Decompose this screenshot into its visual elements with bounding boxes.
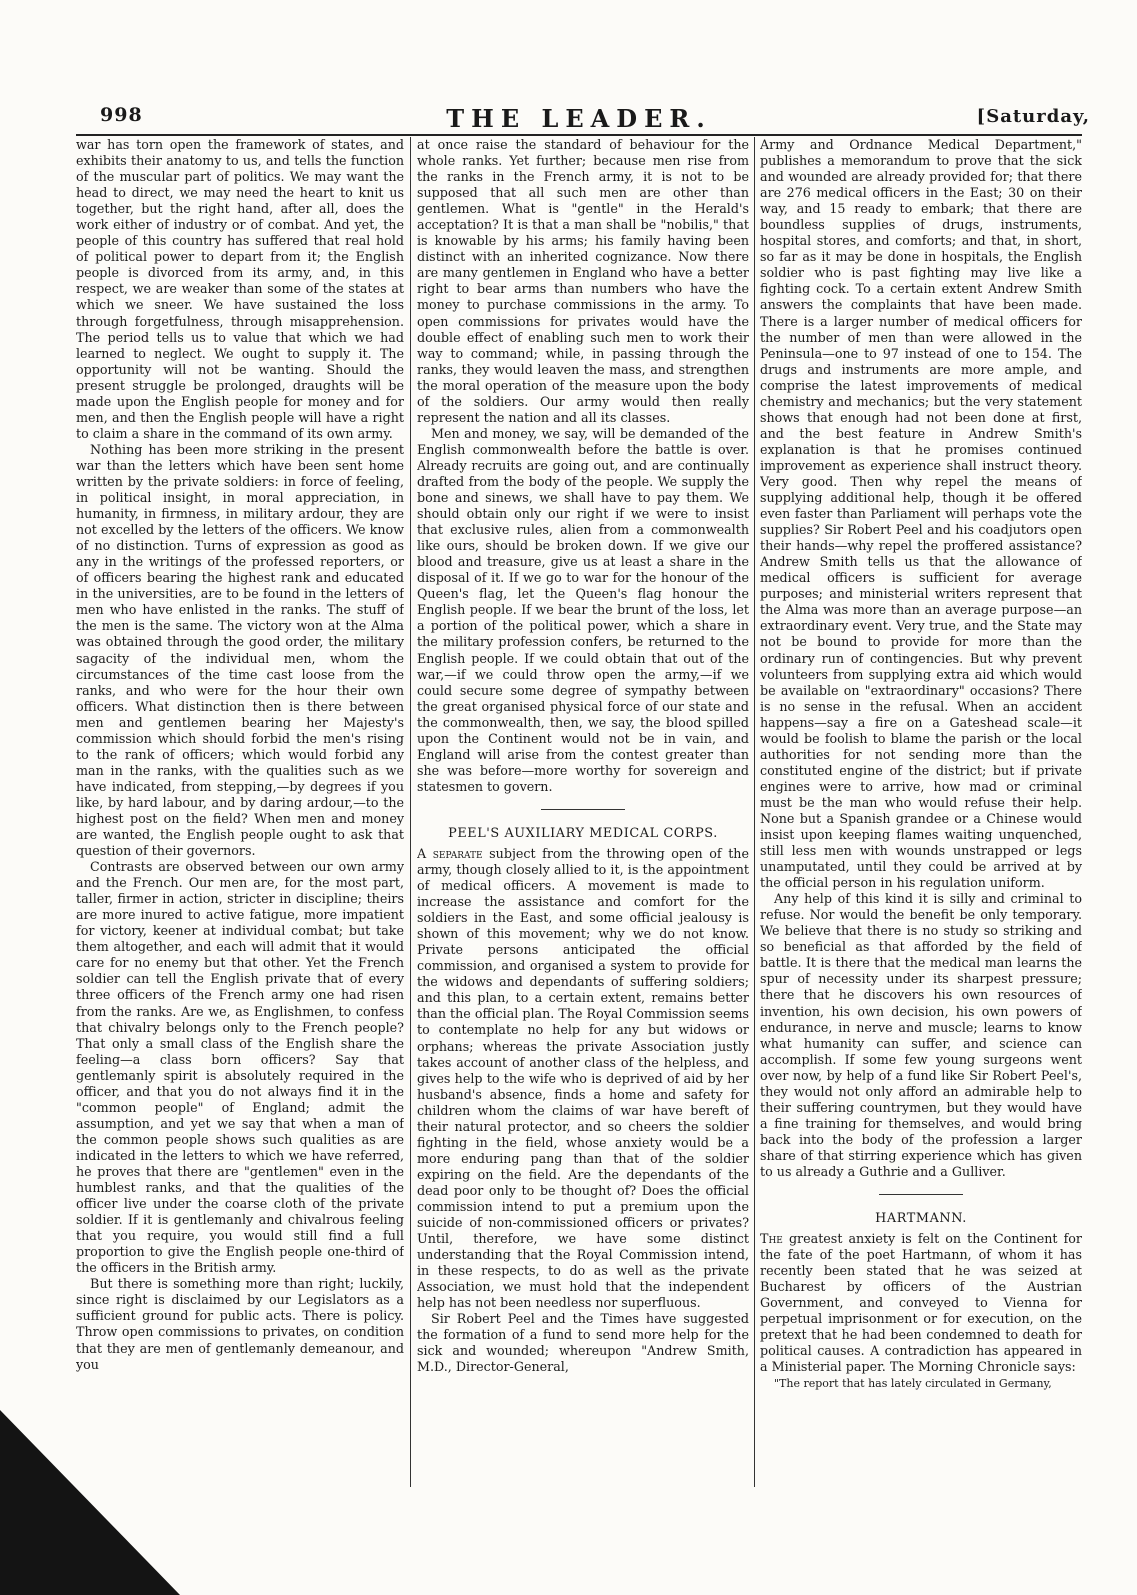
lead-in: A separate bbox=[417, 845, 483, 861]
paragraph: Contrasts are observed between our own army and the French. Our men are, for the most part, taller, firmer in action, stricter in discipline; theirs are more inured to active fatigue, more impatient for victory, keener at individual combat; but take them altogether, and each will admit that it would care for no enemy but that other. Yet the French soldier can tell the English private that of every three officers of the French army one had risen from the ranks. Are we, as Englishmen, to confess that chivalry belongs only to the French people? That only a small class of the English share the feeling—a class born officers? Say that gentlemanly spirit is absolutely required in the officer, and that you do not always find it in the "common people" of England; admit the assumption, and yet we say that when a man of the common people shows such qualities as are indicated in the letters to which we have referred, he proves that there are "gentlemen" even in the humblest ranks, and that the qualities of the officer live under the coarse cloth of the private soldier. If it is gentlemanly and chivalrous feeling that you require, you would still find a full proportion to give the English people one-third of the officers in the British army. bbox=[76, 859, 404, 1276]
paragraph: Men and money, we say, will be demanded of the English commonwealth before the battle is over. Already recruits are going out, and are continually drafted from the body of the people. We supply the bone and sinews, we shall have to pay them. We should obtain only our right if we were to insist that exclusive rules, alien from a commonwealth like ours, should be broken down. If we give our blood and treasure, give us at least a share in the disposal of it. If we go to war for the honour of the Queen's flag, let the Queen's flag honour the English people. If we bear the brunt of the loss, let a portion of the political power, which a share in the military profession confers, be returned to the English people. If we could obtain that out of the war,—if we could throw open the army,—if we could secure some degree of sympathy between the great organised physical force of our state and the commonwealth, then, we say, the blood spilled upon the Continent would not be in vain, and England will arise from the contest greater than she was before—more worthy for sovereign and statesmen to govern. bbox=[417, 425, 749, 794]
column-divider-2 bbox=[754, 137, 755, 1487]
paragraph: Nothing has been more striking in the present war than the letters which have been sent home written by the private soldiers: in force of feeling, in political insight, in moral appreciation, in humanity, in firmness, in military ardour, they are not excelled by the letters of the officers. We know of no distinction. Turns of expression as good as any in the writings of the professed reporters, or of officers bearing the highest rank and educated in the universities, are to be found in the letters of men who have enlisted in the ranks. The stuff of the men is the same. The victory won at the Alma was obtained through the good order, the military sagacity of the individual men, whom the circumstances of the time cast loose from the ranks, and who were for the hour their own officers. What distinction then is there between men and gentlemen bearing her Majesty's commission which should forbid the men's rising to the rank of officers; which would forbid any man in the ranks, with the qualities such as we have indicated, from stepping,—by degrees if you like, by hard labour, and by daring ardour,—to the highest post on the field? When men and money are wanted, the English people ought to ask that question of their governors. bbox=[76, 441, 404, 859]
section-divider bbox=[879, 1194, 963, 1195]
article-heading-medical-corps: PEEL'S AUXILIARY MEDICAL CORPS. bbox=[448, 825, 718, 841]
paragraph: Army and Ordnance Medical Department," publishes a memorandum to prove that the sick and wounded are already provided for; that there are 276 medical officers in the East; 30 on their way, and 15 ready to embark; that there are boundless supplies of drugs, instruments, hospital stores, and comforts; and that, in short, so far as it may be done in hospitals, the English soldier who is past fighting may live like a fighting cock. To a certain extent Andrew Smith answers the complaints that have been made. There is a larger number of medical officers for the number of men than were allowed in the Peninsula—one to 97 instead of one to 154. The drugs and instruments are more ample, and comprise the latest improvements of medical chemistry and mechanics; but the very statement shows that enough had not been done at first, and the best feature in Andrew Smith's explanation is that he promises continued improvement as experience shall instruct theory. Very good. Then why repel the means of supplying additional help, though it be offered even faster than Parliament will perhaps vote the supplies? Sir Robert Peel and his coadjutors open their hands—why repel the proffered assistance? Andrew Smith tells us that the allowance of medical officers is sufficient for average purposes; and ministerial writers represent that the Alma was more than an average purpose—an extraordinary event. Very true, and the State may not be bound to provide for more than the ordinary run of contingencies. But why prevent volunteers from supplying extra aid which would be available on "extraordinary" occasions? There is no sense in the refusal. When an accident happens—say a fire on a Gateshead scale—it would be foolish to blame the parish or the local authorities for not sending more than the constituted engine of the district; but if private engines were to arrive, how mad or criminal must be the man who would refuse their help. None but a Spanish grandee or a Chinese would insist upon keeping flames waiting unquenched, still less men with wounds unstrapped or legs unamputated, until they could be arrived at by the official person in his regulation uniform. bbox=[760, 137, 1082, 891]
header-rule bbox=[76, 134, 1082, 136]
lead-in: The bbox=[760, 1231, 783, 1247]
paragraph: war has torn open the framework of states, and exhibits their anatomy to us, and tells the function of the muscular part of politics. We may want the head to direct, we may need the heart to knit us together, but the right hand, after all, does the work either of industry or of combat. And yet, the people of this country has suffered that real hold of political power to depart from it; the English people is divorced from its army, and, in this respect, we are weaker than some of the states at which we sneer. We have sustained the loss through forgetfulness, through misapprehension. The period tells us to value that which we had learned to neglect. We ought to supply it. The opportunity will not be wanting. Should the present struggle be prolonged, draughts will be made upon the English people for money and for men, and then the English people will have a right to claim a share in the command of its own army. bbox=[76, 137, 404, 441]
column-divider-1 bbox=[410, 137, 411, 1487]
page-header bbox=[76, 104, 1090, 134]
masthead-title: THE LEADER. bbox=[446, 104, 712, 133]
paragraph: Sir Robert Peel and the Times have suggested the formation of a fund to send more help for the sick and wounded; whereupon "Andrew Smith, M.D., Director-General, bbox=[417, 1311, 749, 1375]
paragraph bbox=[417, 846, 749, 1311]
paragraph-text: greatest anxiety is felt on the Continent for the fate of the poet Hartmann, of whom it has recently been stated that he was seized at Bucharest by officers of the Austrian Government, and conveyed to Vienna for perpetual imprisonment or for execution, on the pretext that he had been condemned to death for political causes. A contradiction has appeared in a Ministerial paper. The Morning Chronicle says: bbox=[760, 1231, 1082, 1375]
paragraph: Any help of this kind it is silly and criminal to refuse. Nor would the benefit be only temporary. We believe that there is no study so striking and so beneficial as that afforded by the field of battle. It is there that the medical man learns the spur of necessity under its sharpest pressure; there that he discovers his own resources of invention, his own decision, his own powers of endurance, in nerve and muscle; learns to know what humanity can suffer, and science can accomplish. If some few young surgeons went over now, by help of a fund like Sir Robert Peel's, they would not only afford an admirable help to their suffering countrymen, but they would have a fine training for themselves, and would bring back into the body of the profession a larger share of that stirring experience which has given to us already a Guthrie and a Gulliver. bbox=[760, 891, 1082, 1179]
issue-day: [Saturday, bbox=[976, 106, 1090, 127]
quotation: "The report that has lately circulated in Germany, bbox=[774, 1376, 1052, 1390]
page-number: 998 bbox=[100, 104, 143, 126]
paragraph-text: subject from the throwing open of the army, though closely allied to it, is the appointment of medical officers. A movement is made to increase the assistance and comfort for the soldiers in the East, and some official jealousy is shown of this movement; why we do not know. Private persons anticipated the official commission, and organised a system to provide for the widows and dependants of suffering soldiers; and this plan, to a certain extent, remains better than the official plan. The Royal Commission seems to contemplate no help for any but widows or orphans; whereas the private Association justly takes account of another class of the helpless, and gives help to the wife who is deprived of aid by her husband's absence, finds a home and safety for children whom the claims of war have bereft of their natural protector, and so cheers the soldier fighting in the field, whose anxiety would be a more enduring pang than that of the soldier expiring on the field. Are the dependants of the dead poor only to be thought of? Does the official commission intend to put a premium upon the suicide of non-commissioned officers or privates? Until, therefore, we have some distinct understanding that the Royal Commission intend, in these respects, to do as well as the private Association, we must hold that the independent help has not been needless nor superfluous. bbox=[417, 845, 749, 1311]
column-2 bbox=[417, 137, 749, 1487]
scan-shadow bbox=[0, 1410, 180, 1595]
paragraph: at once raise the standard of behaviour for the whole ranks. Yet further; because men rise from the ranks in the French army, it is not to be supposed that all such men are other than gentlemen. What is "gentle" in the Herald's acceptation? It is that a man shall be "nobilis," that is knowable by his arms; his family having been distinct with an inherited cognizance. Now there are many gentlemen in England who have a better right to bear arms than numbers who have the money to purchase commissions in the army. To open commissions for privates would have the double effect of enabling such men to work their way to command; while, in passing through the ranks, they would leaven the mass, and strengthen the moral operation of the measure upon the body of the soldiers. Our army would then really represent the nation and all its classes. bbox=[417, 137, 749, 425]
article-heading-hartmann: HARTMANN. bbox=[875, 1211, 967, 1227]
column-1 bbox=[76, 137, 404, 1487]
paragraph bbox=[760, 1231, 1082, 1375]
column-3 bbox=[760, 137, 1082, 1487]
section-divider bbox=[541, 809, 625, 810]
paragraph: But there is something more than right; luckily, since right is disclaimed by our Legislators as a sufficient ground for public acts. There is policy. Throw open commissions to privates, on condition that they are men of gentlemanly demeanour, and you bbox=[76, 1276, 404, 1372]
